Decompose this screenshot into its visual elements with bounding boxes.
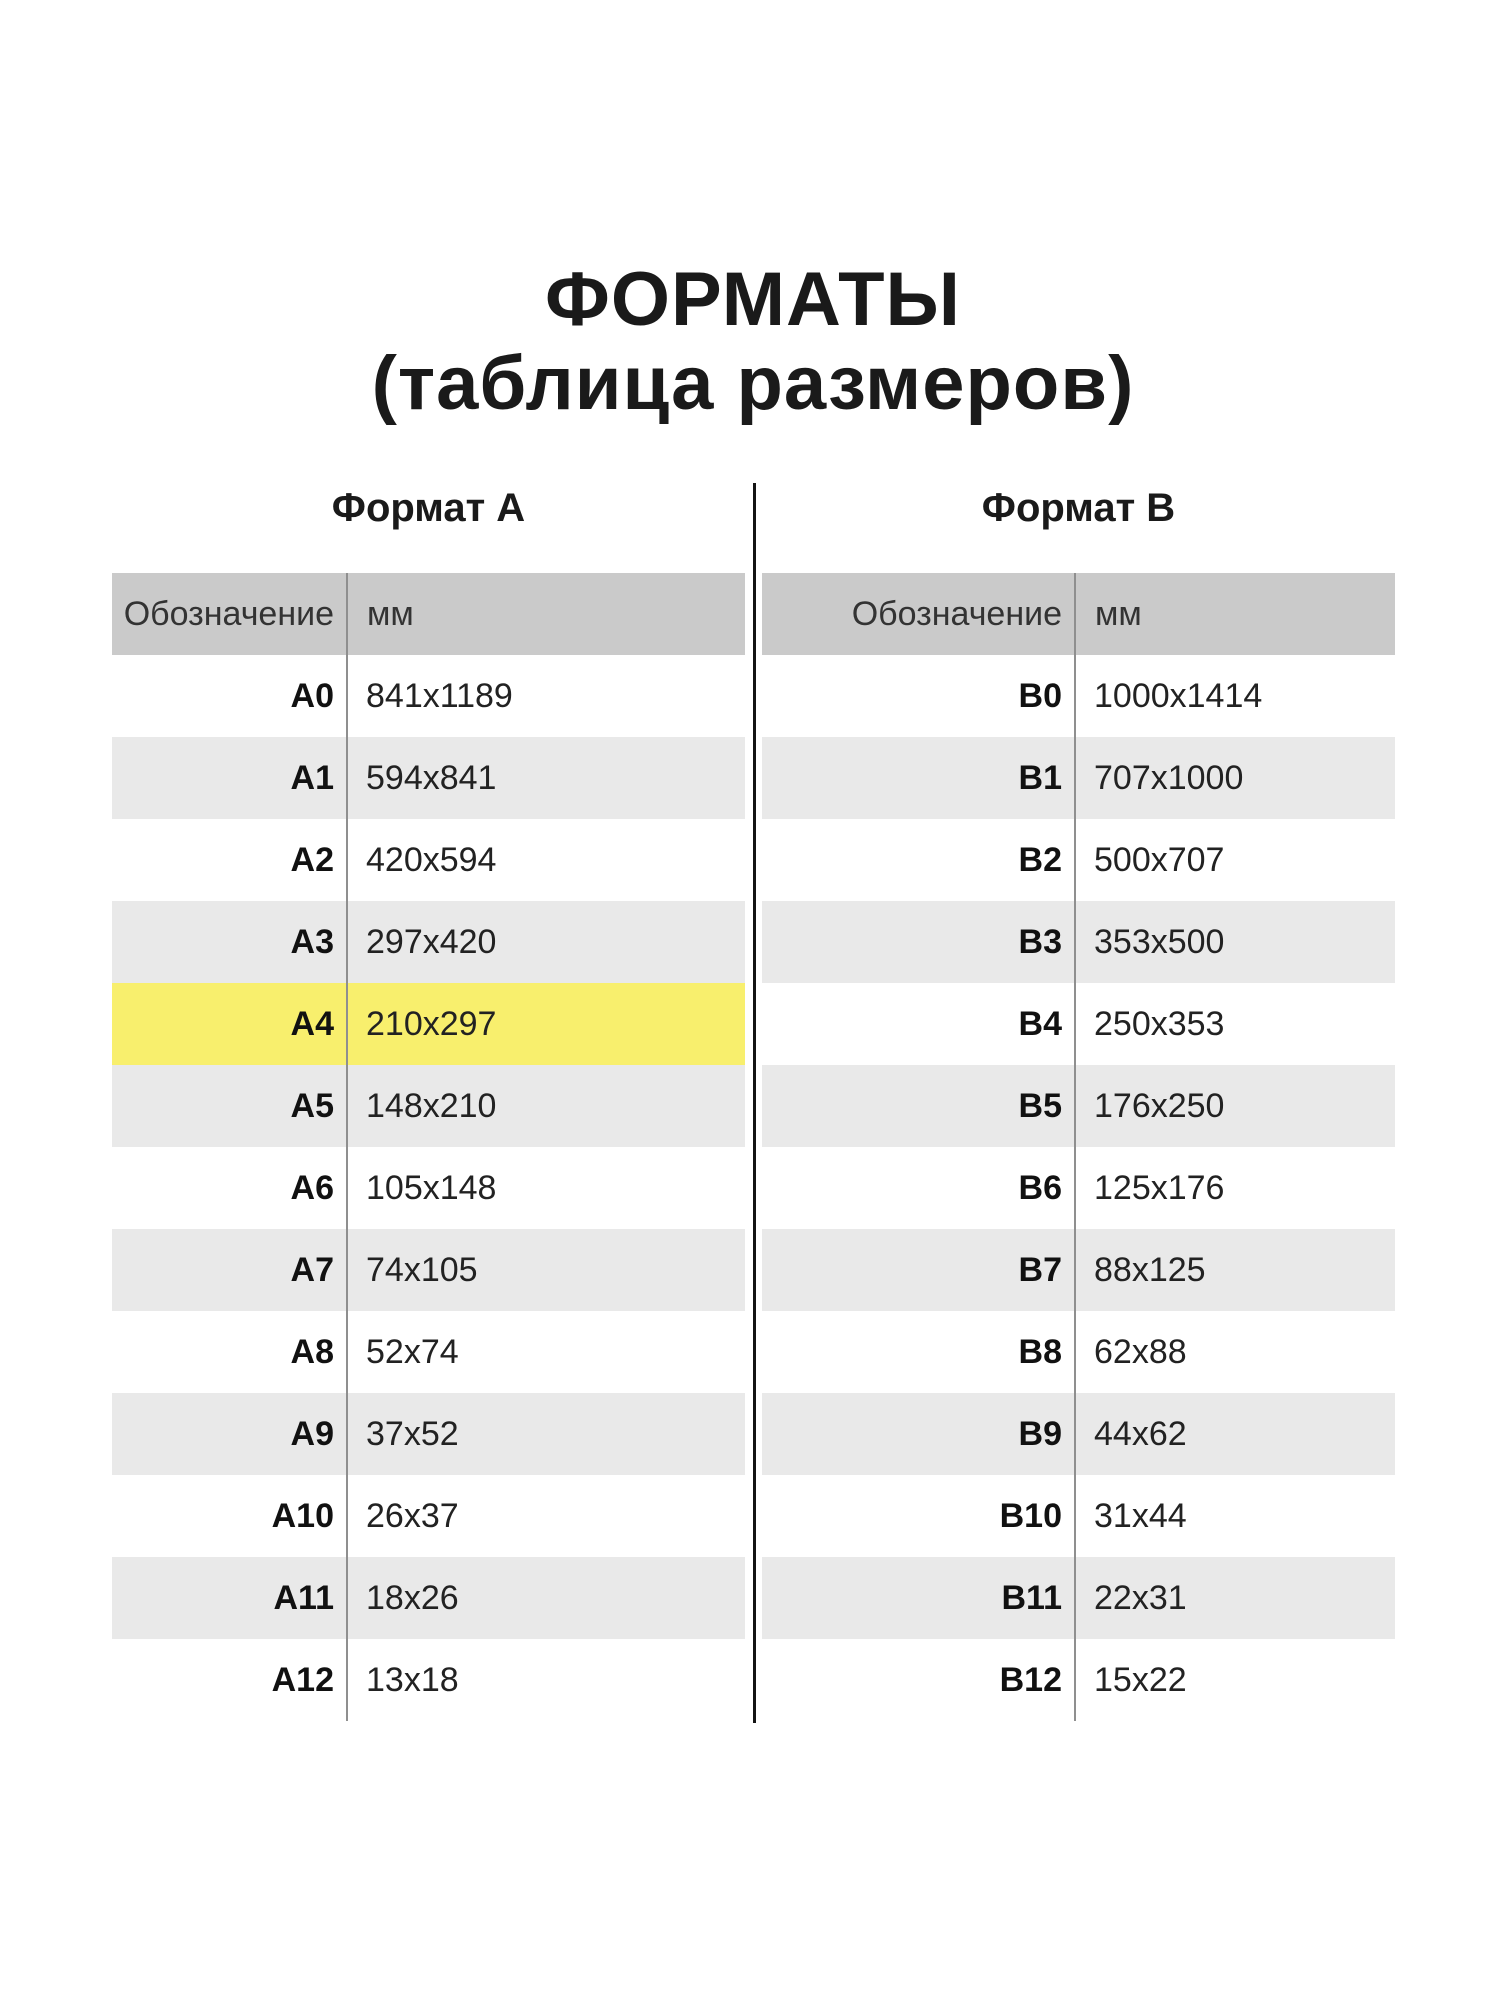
table-row <box>112 1639 745 1721</box>
format-a-heading: Формат А <box>331 486 526 530</box>
format-b-table <box>762 486 1395 1721</box>
column-divider-line <box>1074 573 1076 1721</box>
format-size-mm: 148x210 <box>366 1087 497 1125</box>
table-row <box>112 1229 745 1311</box>
table-row <box>112 901 745 983</box>
format-designation: A11 <box>273 1579 334 1617</box>
format-size-mm: 250x353 <box>1094 1005 1225 1043</box>
format-designation: A7 <box>290 1251 334 1289</box>
page-title <box>110 258 1396 426</box>
format-designation: A2 <box>290 841 334 879</box>
table-row <box>762 1147 1395 1229</box>
format-designation: B5 <box>1018 1087 1062 1125</box>
format-designation: B9 <box>1018 1415 1062 1453</box>
format-size-mm: 353x500 <box>1094 923 1225 961</box>
format-size-mm: 31x44 <box>1094 1497 1187 1535</box>
table-row <box>762 1475 1395 1557</box>
format-designation: B4 <box>1018 1005 1062 1043</box>
column-divider-line <box>346 573 348 1721</box>
format-designation: A9 <box>290 1415 334 1453</box>
format-designation: A3 <box>290 923 334 961</box>
table-row <box>762 1229 1395 1311</box>
format-b-rows <box>762 655 1395 1721</box>
table-row <box>762 901 1395 983</box>
table-row <box>762 983 1395 1065</box>
format-designation: B11 <box>1001 1579 1062 1617</box>
designation-column-header: Обозначение <box>851 595 1062 633</box>
format-designation: B3 <box>1018 923 1062 961</box>
format-size-mm: 44x62 <box>1094 1415 1187 1453</box>
format-designation: B8 <box>1018 1333 1062 1371</box>
format-size-mm: 707x1000 <box>1094 759 1244 797</box>
table-row <box>112 737 745 819</box>
format-b-heading: Формат B <box>981 486 1176 530</box>
format-size-mm: 594x841 <box>366 759 497 797</box>
table-row <box>112 1393 745 1475</box>
mm-column-header: мм <box>367 595 414 633</box>
page-title-line1: ФОРМАТЫ <box>545 257 961 342</box>
format-size-mm: 420x594 <box>366 841 497 879</box>
format-designation: B2 <box>1018 841 1062 879</box>
format-designation: A8 <box>290 1333 334 1371</box>
format-size-mm: 297x420 <box>366 923 497 961</box>
table-row <box>112 1557 745 1639</box>
format-designation: B7 <box>1018 1251 1062 1289</box>
format-size-mm: 26x37 <box>366 1497 459 1535</box>
format-size-mm: 176x250 <box>1094 1087 1225 1125</box>
format-designation: A0 <box>290 677 334 715</box>
format-size-mm: 62x88 <box>1094 1333 1187 1371</box>
table-row <box>112 655 745 737</box>
table-row <box>112 1475 745 1557</box>
format-designation: B6 <box>1018 1169 1062 1207</box>
table-row <box>762 1393 1395 1475</box>
format-size-mm: 105x148 <box>366 1169 497 1207</box>
format-designation: B1 <box>1018 759 1062 797</box>
format-a-table <box>112 486 745 1721</box>
page-title-line2: (таблица размеров) <box>371 341 1135 426</box>
table-row <box>762 737 1395 819</box>
format-size-mm: 52x74 <box>366 1333 459 1371</box>
table-row <box>762 655 1395 737</box>
table-row <box>112 819 745 901</box>
table-row <box>762 1065 1395 1147</box>
format-size-mm: 1000x1414 <box>1094 677 1263 715</box>
format-designation: A10 <box>271 1497 334 1535</box>
mm-column-header: мм <box>1095 595 1142 633</box>
format-designation: A1 <box>290 759 334 797</box>
table-row <box>762 819 1395 901</box>
table-header-row <box>112 573 745 655</box>
format-designation: A5 <box>290 1087 334 1125</box>
table-row-highlighted <box>112 983 745 1065</box>
format-designation: A6 <box>290 1169 334 1207</box>
format-designation: A12 <box>271 1661 334 1699</box>
designation-column-header: Обозначение <box>123 595 334 633</box>
format-size-mm: 13x18 <box>366 1661 459 1699</box>
center-divider-line <box>753 483 756 1723</box>
format-size-mm: 500x707 <box>1094 841 1225 879</box>
table-row <box>112 1065 745 1147</box>
table-row <box>762 1639 1395 1721</box>
table-row <box>762 1557 1395 1639</box>
table-header-row <box>762 573 1395 655</box>
format-designation: A4 <box>290 1005 334 1043</box>
format-size-mm: 18x26 <box>366 1579 459 1617</box>
format-designation: B12 <box>999 1661 1062 1699</box>
format-size-mm: 22x31 <box>1094 1579 1187 1617</box>
format-designation: B10 <box>999 1497 1062 1535</box>
format-size-mm: 841x1189 <box>366 677 513 715</box>
table-row <box>112 1147 745 1229</box>
table-row <box>762 1311 1395 1393</box>
table-row <box>112 1311 745 1393</box>
format-designation: B0 <box>1018 677 1062 715</box>
format-a-rows <box>112 655 745 1721</box>
format-size-mm: 37x52 <box>366 1415 459 1453</box>
format-size-mm: 125x176 <box>1094 1169 1225 1207</box>
format-size-mm: 15x22 <box>1094 1661 1187 1699</box>
format-size-mm: 88x125 <box>1094 1251 1206 1289</box>
format-size-mm: 210x297 <box>366 1005 497 1043</box>
format-size-mm: 74x105 <box>366 1251 478 1289</box>
